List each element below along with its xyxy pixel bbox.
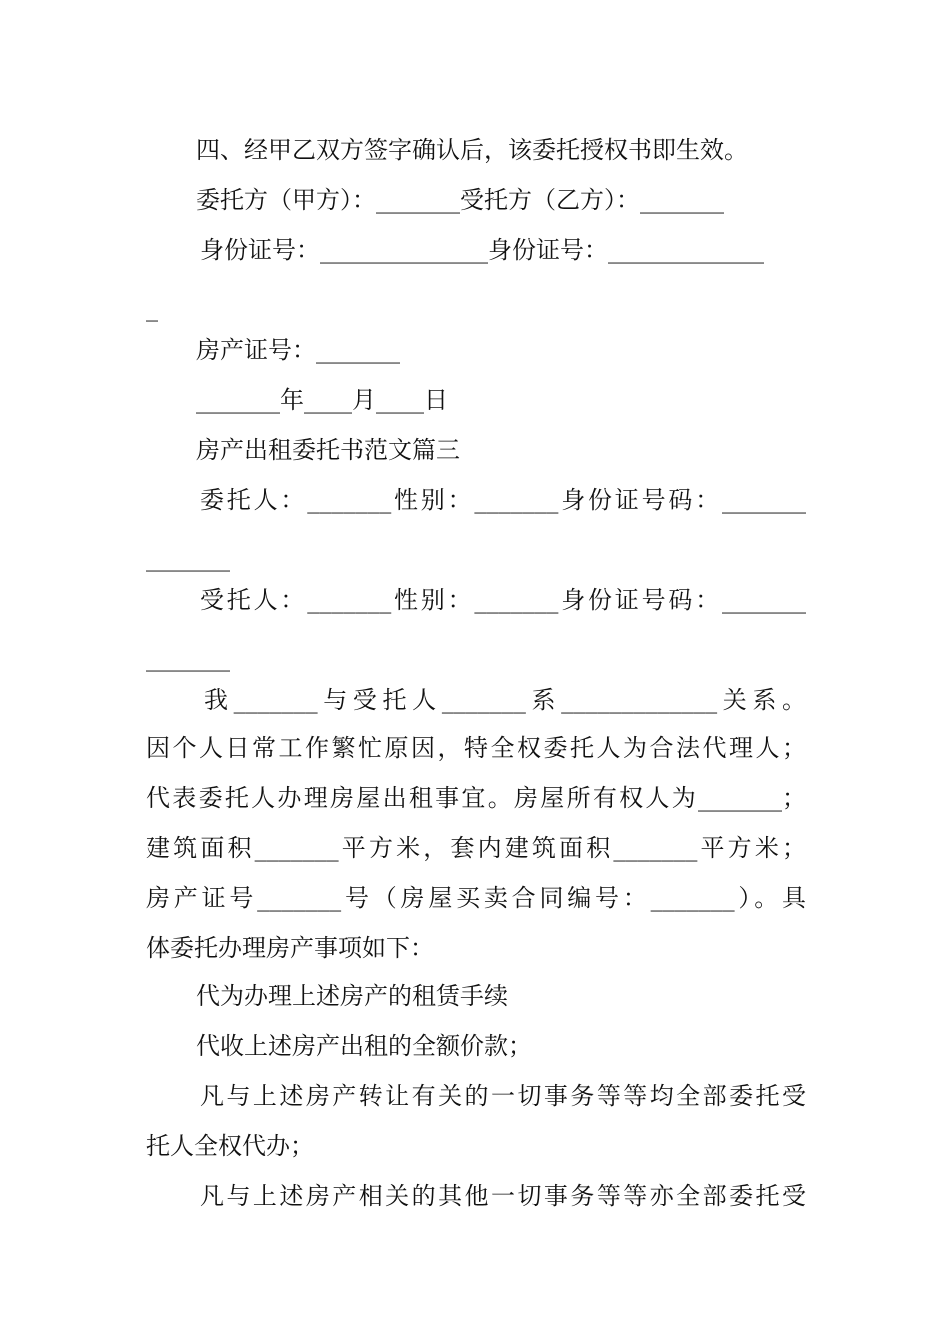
body-paragraph-line: 建筑面积_______平方米，套内建筑面积_______平方米； (146, 834, 806, 862)
party-signature-line: 委托方（甲方）：_______受托方（乙方）：_______ (196, 186, 724, 214)
relationship-line: 我_______与受托人_______系_____________关系。 (204, 686, 806, 714)
id-number-line-continued: _ (146, 294, 158, 322)
agent-info-line-continued: _______ (146, 644, 230, 672)
section-title: 房产出租委托书范文篇三 (196, 436, 460, 464)
item-lease-procedures: 代为办理上述房产的租赁手续 (196, 982, 508, 1010)
property-certificate-line: 房产证号：_______ (196, 336, 400, 364)
item-transfer-matters-continued: 托人全权代办； (146, 1132, 314, 1160)
item-transfer-matters: 凡与上述房产转让有关的一切事务等等均全部委托受 (200, 1082, 806, 1110)
body-paragraph-line: 体委托办理房产事项如下： (146, 934, 434, 962)
body-paragraph-line: 因个人日常工作繁忙原因，特全权委托人为合法代理人； (146, 734, 806, 762)
principal-info-line-continued: _______ (146, 544, 230, 572)
agent-info-line: 受托人：_______性别：_______身份证号码：_______ (200, 586, 806, 614)
id-number-line: 身份证号：______________身份证号：_____________ (200, 236, 764, 264)
item-other-matters: 凡与上述房产相关的其他一切事务等等亦全部委托受 (200, 1182, 806, 1210)
clause-four-effective: 四、经甲乙双方签字确认后，该委托授权书即生效。 (196, 136, 748, 164)
item-collect-rent: 代收上述房产出租的全额价款； (196, 1032, 532, 1060)
body-paragraph-line: 房产证号_______号（房屋买卖合同编号：_______）。具 (146, 884, 806, 912)
principal-info-line: 委托人：_______性别：_______身份证号码：_______ (200, 486, 806, 514)
date-line: _______年____月____日 (196, 386, 448, 414)
body-paragraph-line: 代表委托人办理房屋出租事宜。房屋所有权人为_______； (146, 784, 806, 812)
